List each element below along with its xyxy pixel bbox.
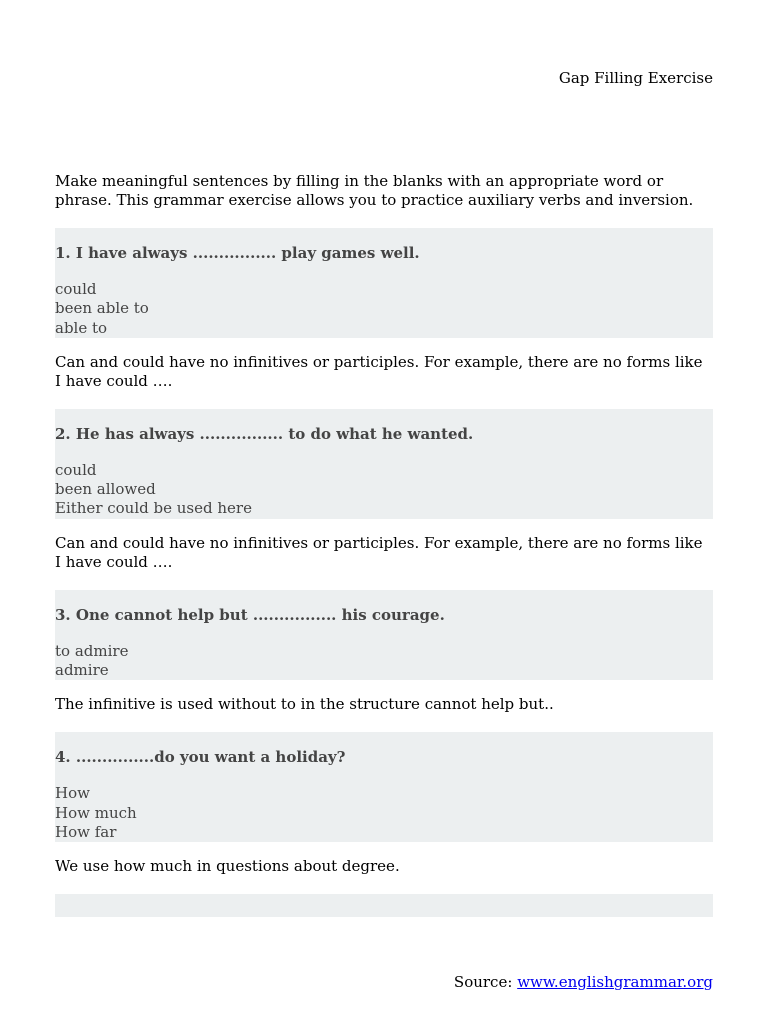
question-box bbox=[55, 732, 713, 842]
question-box bbox=[55, 409, 713, 519]
question-text: 2. He has always ................ to do what he wanted. bbox=[55, 424, 474, 443]
question-text: 4. ...............do you want a holiday? bbox=[55, 748, 346, 767]
answer-option[interactable]: How much bbox=[55, 803, 137, 822]
answer-option[interactable]: How far bbox=[55, 822, 117, 841]
answer-explanation: Can and could have no infinitives or participles. For example, there are no forms like I have could …. bbox=[55, 533, 703, 571]
answer-option[interactable]: Either could be used here bbox=[55, 499, 252, 518]
page-title: Gap Filling Exercise bbox=[558, 69, 713, 87]
answer-option[interactable]: able to bbox=[55, 318, 108, 337]
answer-option[interactable]: could bbox=[55, 280, 97, 298]
answer-option[interactable]: to admire bbox=[55, 641, 129, 660]
question-box bbox=[55, 590, 713, 681]
intro-text: Make meaningful sentences by filling in the blanks with an appropriate word or phrase. This grammar exercise allows you to practice auxiliary verbs and inversion. bbox=[55, 172, 694, 209]
answer-option[interactable]: been able to bbox=[55, 299, 149, 318]
answer-option[interactable]: admire bbox=[55, 661, 109, 680]
empty-question-box bbox=[55, 894, 713, 917]
exercise-content bbox=[55, 172, 713, 917]
source-label: Source: bbox=[453, 973, 513, 991]
answer-option[interactable]: could bbox=[55, 460, 97, 479]
question-box bbox=[55, 228, 713, 338]
answer-explanation: We use how much in questions about degree. bbox=[55, 857, 400, 876]
question-text: 3. One cannot help but ................ his courage. bbox=[55, 605, 445, 624]
source-link[interactable]: www.englishgrammar.org bbox=[517, 973, 713, 991]
answer-explanation: Can and could have no infinitives or participles. For example, there are no forms like I have could …. bbox=[55, 352, 703, 390]
answer-option[interactable]: How bbox=[55, 784, 90, 803]
answer-explanation: The infinitive is used without to in the structure cannot help but.. bbox=[55, 695, 554, 714]
question-text: 1. I have always ................ play games well. bbox=[55, 244, 420, 262]
answer-option[interactable]: been allowed bbox=[55, 480, 156, 499]
source-credit bbox=[454, 973, 713, 992]
